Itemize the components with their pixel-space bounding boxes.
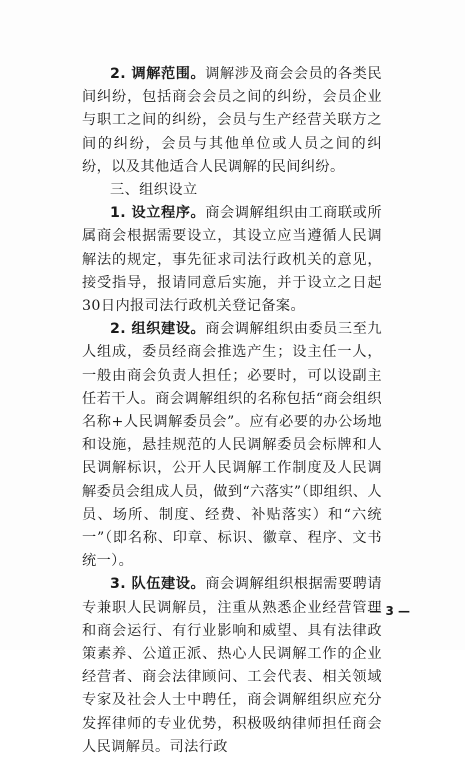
paragraph-lead: 1. 设立程序。 — [110, 205, 206, 222]
paragraph-lead: 2. 组织建设。 — [110, 321, 206, 338]
paragraph-lead: 3. 队伍建设。 — [110, 576, 206, 593]
paragraph-text: 商会调解组织由工商联或所属商会根据需要设立，其设立应当遵循人民调解法的规定，事先征求司法行政机关的意见，接受指导，报请同意后实施，并于设立之日起30日内报司法行政机关登记备案。 — [82, 205, 382, 315]
paragraph-organization-building — [82, 318, 382, 573]
paragraph-mediation-scope — [82, 63, 382, 179]
section-heading: 三、组织设立 — [110, 182, 198, 199]
paragraph-team-building — [82, 573, 382, 759]
paragraph-lead: 2. 调解范围。 — [110, 66, 206, 82]
page-number: — 3 — — [369, 604, 410, 618]
paragraph-establishment-procedure — [82, 202, 382, 318]
paragraph-text: 调解涉及商会会员的各类民间纠纷，包括商会会员之间的纠纷，会员企业与职工之间的纠纷，会员与生产经营关联方之间的纠纷，会员与其他单位或人员之间的纠纷，以及其他适合人民调解的民间纠纷。 — [82, 66, 382, 175]
document-body — [82, 63, 382, 759]
paragraph-text: 商会调解组织根据需要聘请专兼职人民调解员，注重从熟悉企业经营管理和商会运行、有行业影响和威望、具有法律政策素养、公道正派、热心人民调解工作的企业经营者、商会法律顾问、工会代表、相关领域专家及社会人士中聘任，商会调解组织应充分发挥律师的专业优势，积极吸纳律师担任商会人民调解员。司法行政 — [82, 576, 382, 755]
paragraph-text: 商会调解组织由委员三至九人组成，委员经商会推选产生；设主任一人，一般由商会负责人担任；必要时，可以设副主任若干人。商会调解组织的名称包括“商会组织名称+人民调解委员会”。应有必要的办公场地和设施，悬挂规范的人民调解委员会标牌和人民调解标识，公开人民调解工作制度及人民调解委员会组成人员，做到“六落实”（即组织、人员、场所、制度、经费、补贴落实）和“六统一”（即名称、印章、标识、徽章、程序、文书统一）。 — [82, 321, 382, 570]
